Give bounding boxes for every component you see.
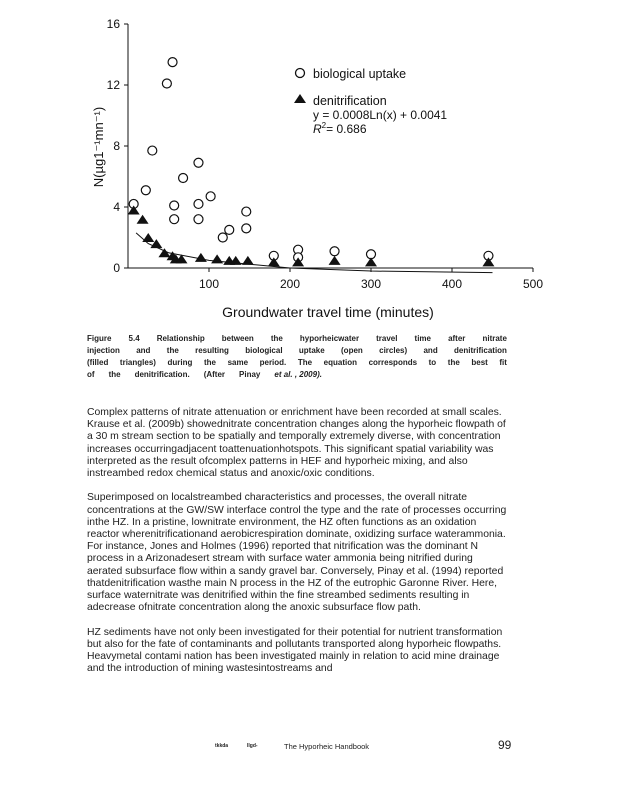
fit-r2-exponent: 2 — [321, 121, 327, 130]
biological-uptake-point — [206, 192, 215, 201]
paragraph: Superimposed on localstreambed characteristics and processes, the overall nitrate concentrations at the GW/SW interface control the type and the rate of processes occurring inthe HZ. In a pristine, lownitrate environment, the HZ often functions as an oxidation reactor wherenitrificationand aerobicrespiration dominate, oxidizing surface waterammonia. For instance, Jones and Holmes (1996) reported that nitrification was the dominant N process in a Arizonadesert stream with surface water ammonia being nitrified during aerated subsurface flow within a sandy gravel bar. Conversely, Pinay et al. (1994) reported thatdenitrification wasthe main N process in the HZ of the eutrophic Garonne River. Here, surface waternitrate was denitrified within the fine streambed sediments resulting in adecrease ofnitrate concentration along the anoxic subsurface flow path. — [87, 492, 507, 614]
caption-word: time — [414, 334, 431, 343]
biological-uptake-point — [194, 199, 203, 208]
body-text — [87, 407, 507, 688]
legend-triangle-marker — [294, 94, 306, 103]
footer-mark-1: tkkda — [215, 743, 229, 749]
caption-word: during — [167, 358, 193, 367]
denitrification-point — [268, 257, 280, 266]
caption-word: uptake — [298, 346, 325, 355]
fit-r2-value: = 0.686 — [326, 122, 367, 136]
biological-uptake-point — [218, 233, 227, 242]
caption-word: et al. , 2009). — [274, 370, 322, 379]
caption-word: Pinay — [239, 370, 261, 379]
caption-word: 5.4 — [128, 334, 140, 343]
caption-word: denitrification — [454, 346, 507, 355]
y-tick-label: 4 — [113, 200, 120, 214]
caption-word: The — [297, 358, 313, 367]
caption-word: (open — [341, 346, 363, 355]
paragraph: Complex patterns of nitrate attenuation or enrichment have been recorded at small scales. Krause et al. (2009b) showednitrate concentration changes along the hyporheic flowpath of a 30 m stream section to be spatially and temporally extremely diverse, with concentration increases occurringadjacent toattenuationhotspots. This significant spatial variability was interpreted as the result ofcomplex patterns in HEF and hyporheic mixing, and also instreambed redox chemical status and anoxic/oxic conditions. — [87, 407, 506, 480]
y-tick-label: 16 — [106, 17, 120, 31]
caption-word: resulting — [195, 346, 229, 355]
caption-word: the — [203, 358, 216, 367]
caption-word: hyporheicwater — [299, 334, 360, 343]
caption-word: the — [108, 370, 121, 379]
biological-uptake-point — [194, 158, 203, 167]
figure-chart — [0, 0, 618, 330]
caption-word: corresponds — [368, 358, 418, 367]
biological-uptake-point — [179, 174, 188, 183]
fit-r2-symbol: R — [313, 122, 322, 136]
biological-uptake-point — [170, 201, 179, 210]
y-tick-label: 8 — [113, 139, 120, 153]
biological-uptake-point — [330, 247, 339, 256]
denitrification-point — [142, 233, 154, 242]
fit-line-group — [136, 233, 492, 273]
denitrification-point — [137, 215, 149, 224]
denitrification-point — [211, 254, 223, 263]
y-tick-label: 0 — [113, 261, 120, 275]
caption-word: injection — [87, 346, 120, 355]
caption-word: and — [423, 346, 438, 355]
caption-word: to — [428, 358, 437, 367]
footer-mark-2: Ilgd- — [247, 743, 258, 749]
page-footer — [0, 738, 618, 758]
caption-word: best — [471, 358, 488, 367]
denitrification-point — [329, 256, 341, 265]
x-axis-title: Groundwater travel time (minutes) — [222, 304, 434, 320]
denitrification-point — [482, 257, 494, 266]
caption-word: of — [87, 370, 95, 379]
paragraph: HZ sediments have not only been investigated for their potential for nutrient transformation but also for the fate of contaminants and pollutants transported along hyporheic flowpaths. Heavymetal contami nation has been investigated mainly in relation to acid mine drainage and the introduction of mining wastesintostreams and — [87, 626, 503, 675]
caption-word: nitrate — [482, 334, 507, 343]
denitrification-point — [195, 253, 207, 262]
footer-title: The Hyporheic Handbook — [284, 742, 370, 751]
biological-uptake-point — [225, 225, 234, 234]
caption-word: the — [447, 358, 460, 367]
biological-uptake-point — [162, 79, 171, 88]
chart-marks — [128, 58, 495, 267]
biological-uptake-point — [194, 215, 203, 224]
caption-word: triangles) — [119, 358, 156, 367]
caption-word: between — [221, 334, 254, 343]
caption-word: and — [136, 346, 151, 355]
y-tick-label: 12 — [106, 78, 120, 92]
fit-r2 — [313, 121, 367, 136]
x-tick-label: 500 — [522, 277, 544, 291]
biological-uptake-point — [170, 215, 179, 224]
caption-word: the — [166, 346, 179, 355]
figure-caption — [87, 333, 507, 381]
legend-denitrification-label: denitrification — [313, 94, 387, 108]
x-tick-label: 400 — [441, 277, 463, 291]
chart-legend — [294, 67, 447, 136]
caption-word: Figure — [87, 334, 112, 343]
caption-line — [87, 345, 507, 357]
caption-word: fit — [499, 358, 507, 367]
fit-line — [136, 233, 492, 273]
caption-word: (After — [203, 370, 226, 379]
denitrification-point — [128, 206, 140, 215]
caption-line — [87, 333, 507, 345]
x-tick-label: 200 — [279, 277, 301, 291]
caption-word: equation — [323, 358, 358, 367]
caption-word: Relationship — [156, 334, 205, 343]
x-tick-label: 300 — [360, 277, 382, 291]
legend-biological-label: biological uptake — [313, 67, 407, 81]
caption-word: (filled — [87, 358, 109, 367]
fit-equation: y = 0.0008Ln(x) + 0.0041 — [313, 108, 448, 122]
caption-word: after — [448, 334, 466, 343]
caption-word: same — [227, 358, 249, 367]
caption-word: biological — [245, 346, 283, 355]
caption-word: the — [270, 334, 283, 343]
caption-word: denitrification. — [134, 370, 190, 379]
page-number: 99 — [498, 738, 512, 752]
caption-line — [87, 369, 507, 381]
denitrification-point — [242, 256, 254, 265]
biological-uptake-point — [148, 146, 157, 155]
biological-uptake-point — [141, 186, 150, 195]
caption-word: travel — [376, 334, 398, 343]
legend-circle-marker — [296, 69, 305, 78]
caption-word: circles) — [379, 346, 408, 355]
caption-line — [87, 357, 507, 369]
y-axis-title: N(µg1⁻¹mn⁻¹) — [91, 106, 106, 188]
caption-word: period. — [259, 358, 287, 367]
denitrification-point — [365, 257, 377, 266]
biological-uptake-point — [168, 58, 177, 67]
biological-uptake-point — [242, 224, 251, 233]
x-tick-label: 100 — [198, 277, 220, 291]
biological-uptake-point — [242, 207, 251, 216]
